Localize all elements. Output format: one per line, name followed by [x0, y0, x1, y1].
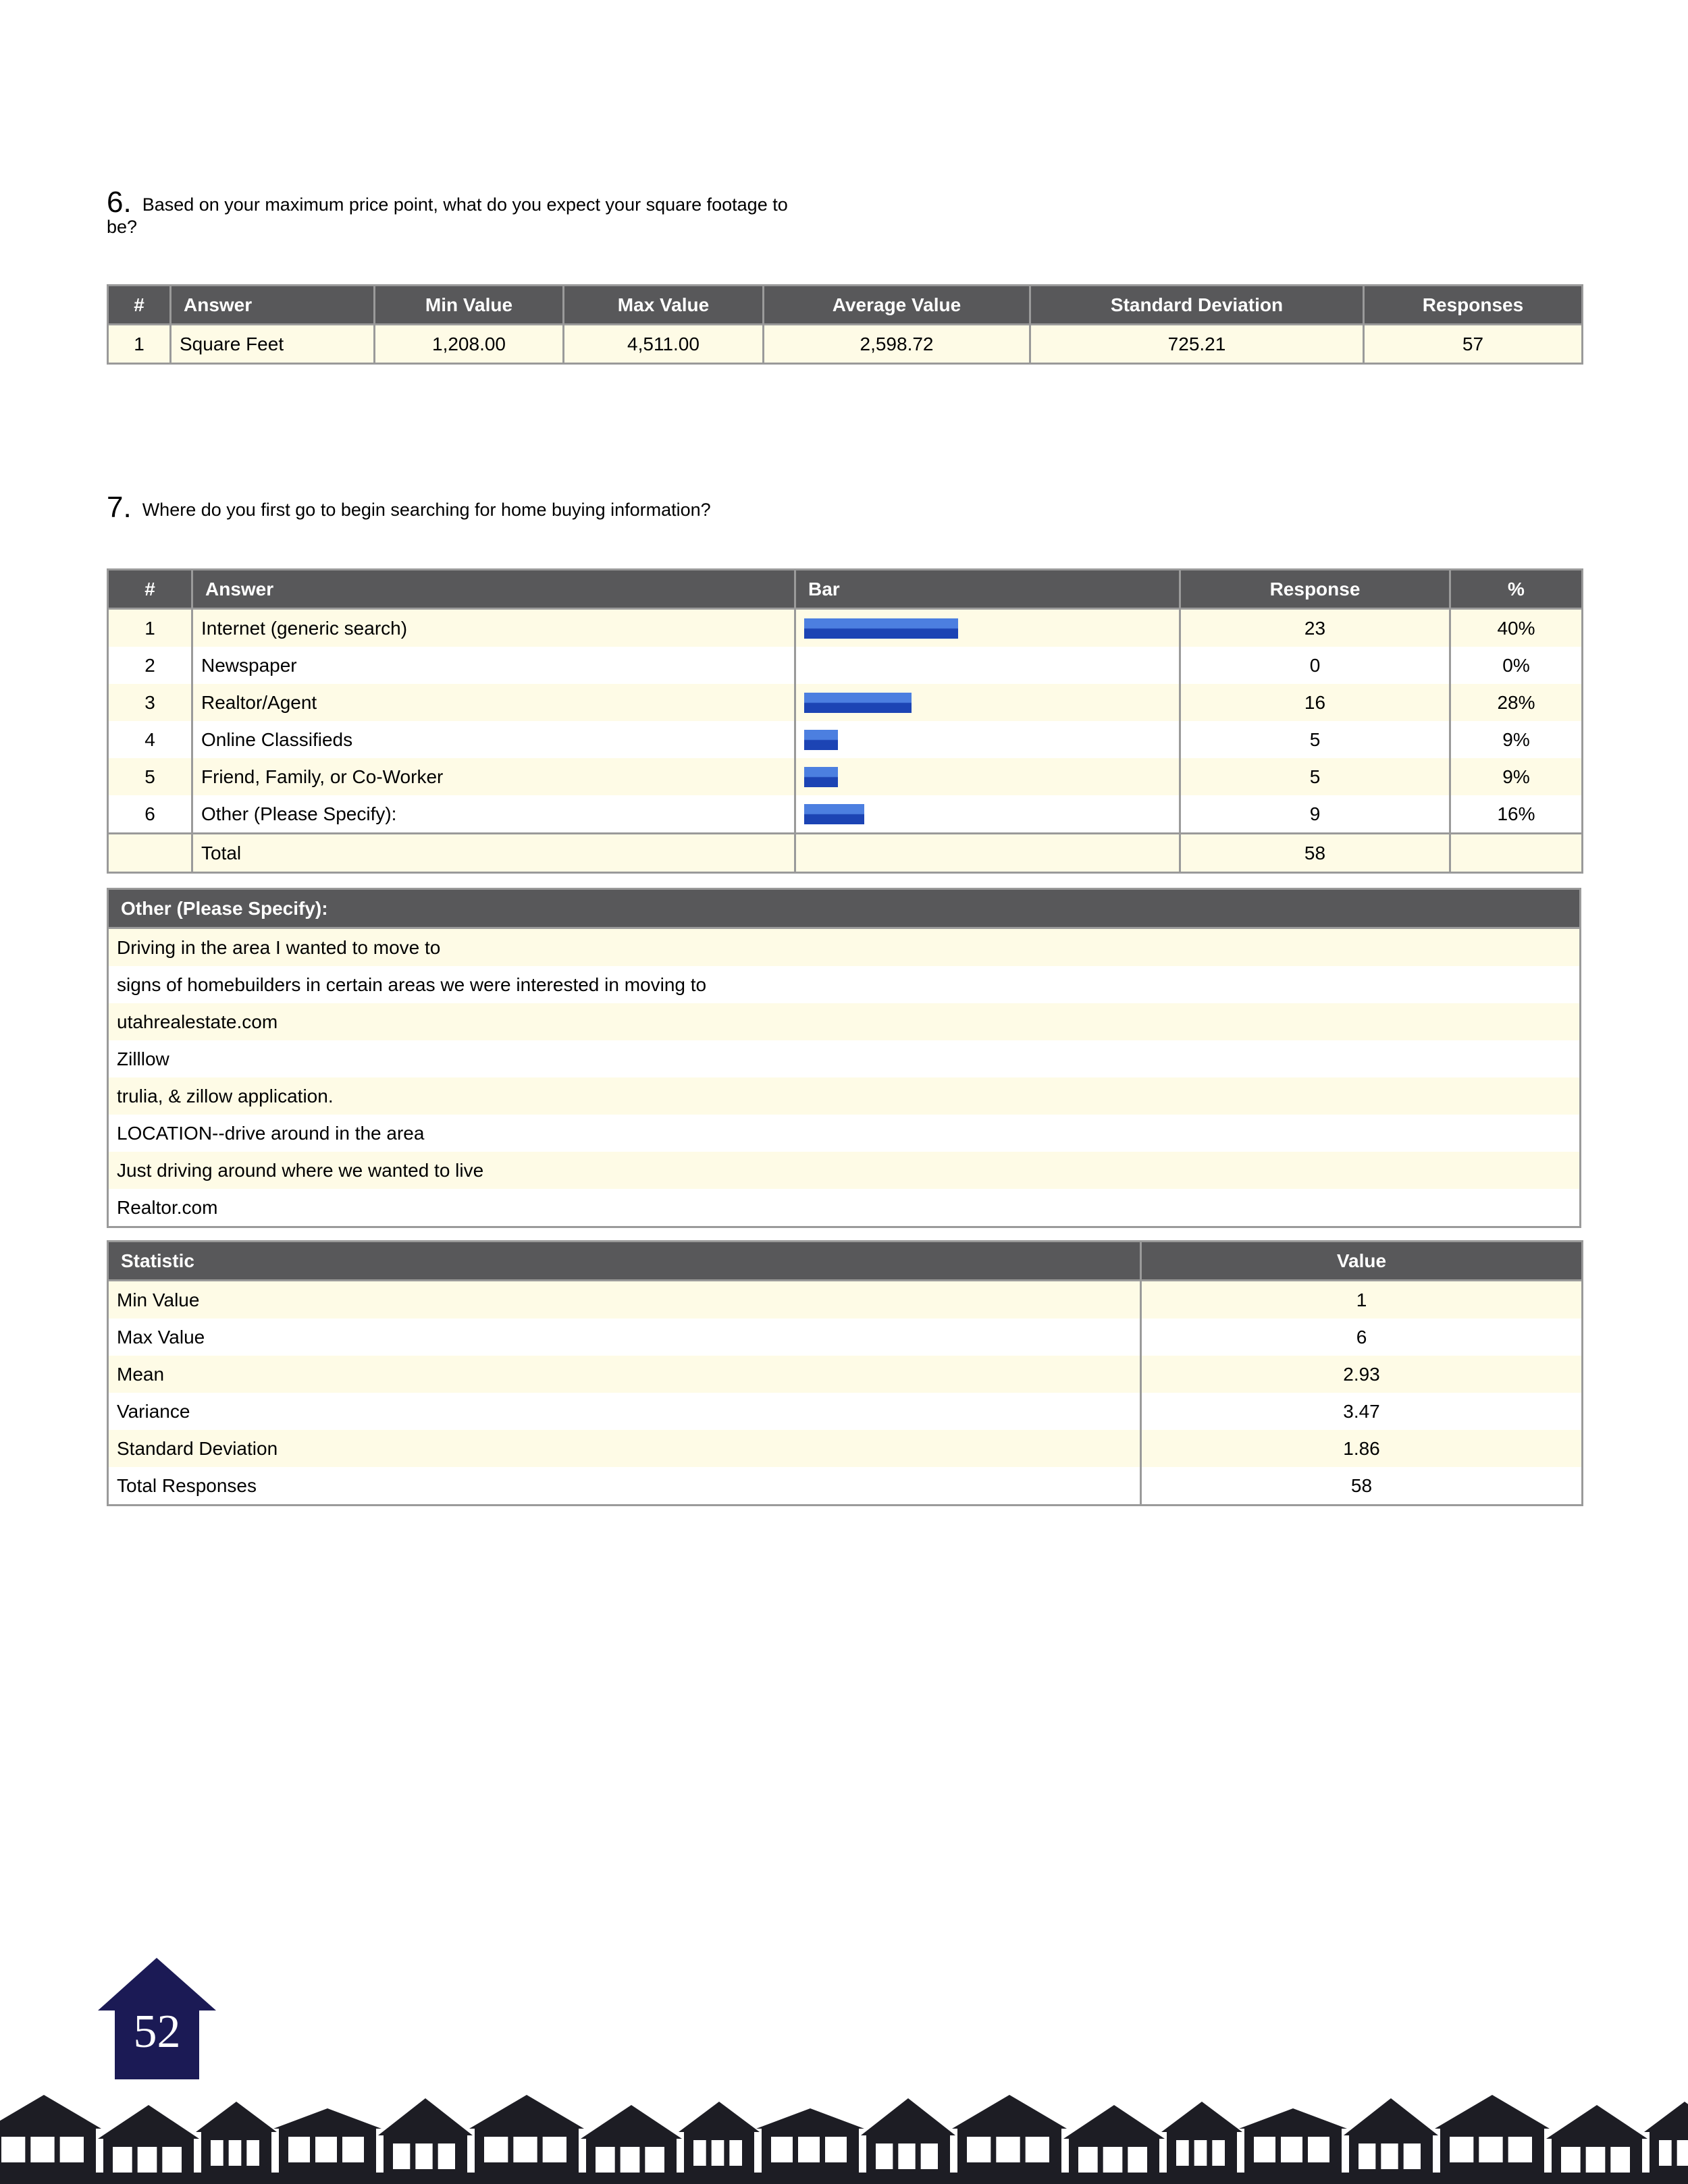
table-header-row	[108, 286, 1583, 325]
question-number: 7.	[107, 491, 132, 524]
bar-cell	[795, 684, 1180, 721]
column-header: Value	[1141, 1242, 1583, 1281]
other-header: Other (Please Specify):	[108, 889, 1581, 928]
column-header: %	[1450, 570, 1583, 609]
statistics-table	[107, 1240, 1583, 1506]
column-header: Response	[1180, 570, 1450, 609]
list-item	[108, 1003, 1581, 1040]
table-row	[108, 647, 1583, 684]
column-header: Average Value	[764, 286, 1030, 325]
statistic-label: Total Responses	[108, 1467, 1141, 1506]
table-row	[108, 1430, 1583, 1467]
question-6-title	[107, 186, 822, 238]
table-row	[108, 1281, 1583, 1319]
percent-cell: 0%	[1450, 647, 1583, 684]
answer-cell: Online Classifieds	[192, 721, 795, 758]
column-header: Min Value	[375, 286, 564, 325]
statistic-label: Variance	[108, 1393, 1141, 1430]
table-header-row	[108, 889, 1581, 928]
row-number: 6	[108, 795, 192, 834]
row-number: 1	[108, 325, 171, 364]
statistic-label: Standard Deviation	[108, 1430, 1141, 1467]
column-header: #	[108, 570, 192, 609]
bar-cell	[795, 647, 1180, 684]
answer-cell: Newspaper	[192, 647, 795, 684]
column-header: Bar	[795, 570, 1180, 609]
column-header: #	[108, 286, 171, 325]
other-response-text: signs of homebuilders in certain areas we were interested in moving to	[108, 966, 1581, 1003]
table-row	[108, 1393, 1583, 1430]
list-item	[108, 1152, 1581, 1189]
table-row	[108, 758, 1583, 795]
table-row	[108, 721, 1583, 758]
bar-cell	[795, 721, 1180, 758]
row-number: 3	[108, 684, 192, 721]
response-count: 16	[1180, 684, 1450, 721]
percent-cell: 28%	[1450, 684, 1583, 721]
answer-cell: Realtor/Agent	[192, 684, 795, 721]
percent-cell: 16%	[1450, 795, 1583, 834]
question-text: Based on your maximum price point, what do you expect your square footage to be?	[107, 194, 788, 237]
row-number: 2	[108, 647, 192, 684]
column-header: Responses	[1364, 286, 1583, 325]
table-row	[108, 1467, 1583, 1506]
column-header: Answer	[171, 286, 375, 325]
other-response-text: Just driving around where we wanted to live	[108, 1152, 1581, 1189]
total-value: 58	[1180, 834, 1450, 873]
response-bar	[804, 693, 912, 713]
row-number: 4	[108, 721, 192, 758]
std-dev-cell: 725.21	[1030, 325, 1364, 364]
bar-cell	[795, 609, 1180, 647]
list-item	[108, 966, 1581, 1003]
statistic-label: Max Value	[108, 1319, 1141, 1356]
percent-cell: 40%	[1450, 609, 1583, 647]
response-count: 5	[1180, 721, 1450, 758]
min-value-cell: 1,208.00	[375, 325, 564, 364]
other-response-text: Realtor.com	[108, 1189, 1581, 1227]
percent-cell: 9%	[1450, 721, 1583, 758]
column-header: Statistic	[108, 1242, 1141, 1281]
statistic-value: 1	[1141, 1281, 1583, 1319]
other-response-text: Zilllow	[108, 1040, 1581, 1077]
houses-skyline-icon	[0, 2092, 1688, 2184]
bar-cell	[795, 758, 1180, 795]
q7-results-table	[107, 568, 1583, 874]
statistic-value: 2.93	[1141, 1356, 1583, 1393]
statistic-label: Min Value	[108, 1281, 1141, 1319]
total-label: Total	[192, 834, 795, 873]
average-value-cell: 2,598.72	[764, 325, 1030, 364]
list-item	[108, 928, 1581, 967]
response-bar	[804, 804, 864, 824]
q6-results-table	[107, 284, 1583, 365]
statistic-value: 58	[1141, 1467, 1583, 1506]
response-bar	[804, 730, 838, 750]
empty-cell	[108, 834, 192, 873]
table-header-row	[108, 1242, 1583, 1281]
list-item	[108, 1189, 1581, 1227]
column-header: Standard Deviation	[1030, 286, 1364, 325]
table-row	[108, 795, 1583, 834]
table-header-row	[108, 570, 1583, 609]
column-header: Answer	[192, 570, 795, 609]
row-number: 1	[108, 609, 192, 647]
list-item	[108, 1040, 1581, 1077]
response-count: 23	[1180, 609, 1450, 647]
percent-cell: 9%	[1450, 758, 1583, 795]
list-item	[108, 1077, 1581, 1115]
responses-cell: 57	[1364, 325, 1583, 364]
table-row	[108, 325, 1583, 364]
answer-cell: Internet (generic search)	[192, 609, 795, 647]
response-count: 5	[1180, 758, 1450, 795]
row-number: 5	[108, 758, 192, 795]
response-bar	[804, 767, 838, 787]
list-item	[108, 1115, 1581, 1152]
table-row	[108, 1319, 1583, 1356]
question-text: Where do you first go to begin searching for home buying information?	[142, 500, 711, 520]
total-row	[108, 834, 1583, 873]
max-value-cell: 4,511.00	[564, 325, 764, 364]
table-row	[108, 1356, 1583, 1393]
statistic-label: Mean	[108, 1356, 1141, 1393]
answer-cell: Other (Please Specify):	[192, 795, 795, 834]
response-count: 9	[1180, 795, 1450, 834]
response-bar	[804, 618, 958, 639]
statistic-value: 6	[1141, 1319, 1583, 1356]
answer-cell: Square Feet	[171, 325, 375, 364]
statistic-value: 1.86	[1141, 1430, 1583, 1467]
other-response-text: trulia, & zillow application.	[108, 1077, 1581, 1115]
table-row	[108, 684, 1583, 721]
statistic-value: 3.47	[1141, 1393, 1583, 1430]
question-7-title	[107, 491, 984, 524]
other-response-text: LOCATION--drive around in the area	[108, 1115, 1581, 1152]
question-number: 6.	[107, 186, 132, 219]
empty-cell	[795, 834, 1180, 873]
empty-cell	[1450, 834, 1583, 873]
bar-cell	[795, 795, 1180, 834]
column-header: Max Value	[564, 286, 764, 325]
response-count: 0	[1180, 647, 1450, 684]
answer-cell: Friend, Family, or Co-Worker	[192, 758, 795, 795]
other-response-text: Driving in the area I wanted to move to	[108, 928, 1581, 967]
page-number: 52	[133, 2006, 181, 2058]
other-response-text: utahrealestate.com	[108, 1003, 1581, 1040]
other-responses-table	[107, 888, 1581, 1228]
table-row	[108, 609, 1583, 647]
